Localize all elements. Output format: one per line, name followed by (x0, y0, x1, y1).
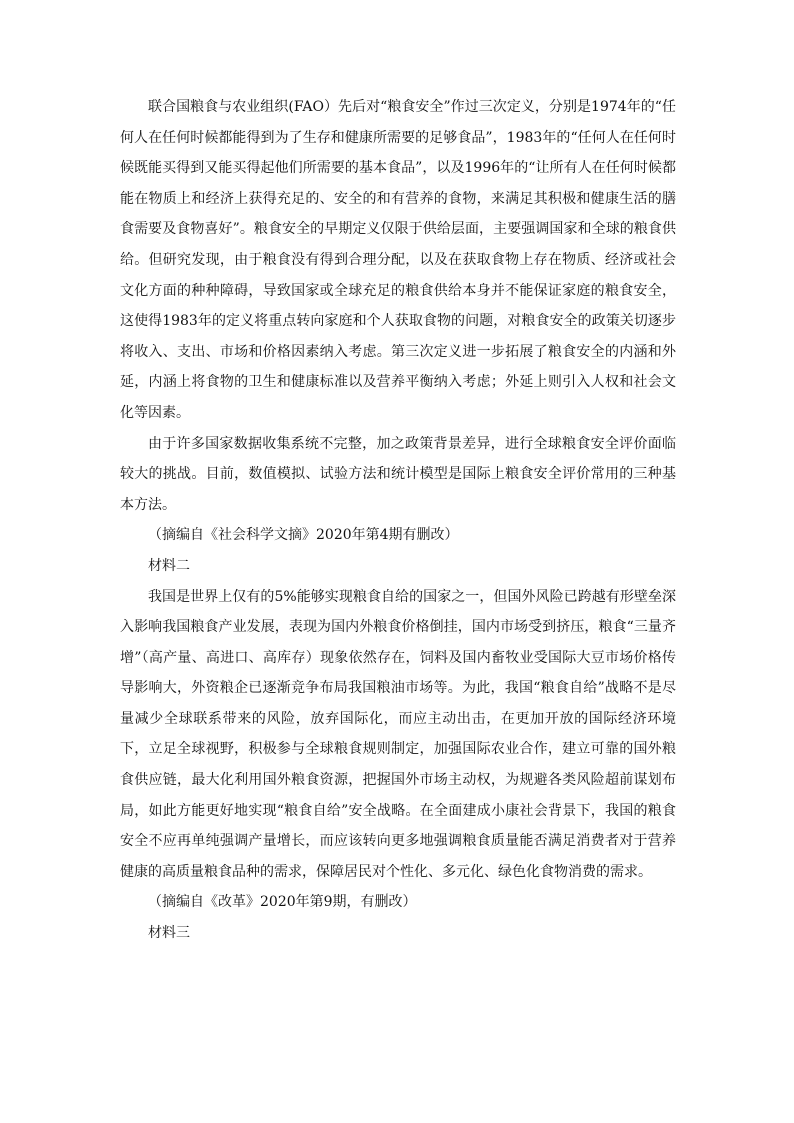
material1-paragraph-2: 由于许多国家数据收集系统不完整，加之政策背景差异，进行全球粮食安全评价面临较大的挑战。目前，数值模拟、试验方法和统计模型是国际上粮食安全评价常用的三种基本方法。 (120, 435, 676, 513)
material2-paragraph-1: 我国是世界上仅有的5%能够实现粮食自给的国家之一，但国外风险已跨越有形壁垒深入影响我国粮食产业发展，表现为国内外粮食价格倒挂，国内市场受到挤压，粮食“三量齐增”（高产量、高进口、高库存）现象依然存在，饲料及国内畜牧业受国际大豆市场价格传导影响大，外资粮企已逐渐竞争布局我国粮油市场等。为此，我国“粮食自给”战略不是尽量减少全球联系带来的风险，放弃国际化，而应主动出击，在更加开放的国际经济环境下，立足全球视野，积极参与全球粮食规则制定，加强国际农业合作，建立可靠的国外粮食供应链，最大化利用国外粮食资源，把握国外市场主动权，为规避各类风险超前谋划布局，如此方能更好地实现“粮食自给”安全战略。在全面建成小康社会背景下，我国的粮食安全不应再单纯强调产量增长，而应该转向更多地强调粮食质量能否满足消费者对于营养健康的高质量粮食品种的需求，保障居民对个性化、多元化、绿色化食物消费的需求。 (120, 588, 676, 880)
document-page (120, 92, 676, 949)
material2-source-note: （摘编自《改革》2020年第9期，有删改） (148, 894, 417, 911)
material1-source-note: （摘编自《社会科学文摘》2020年第4期有删改） (148, 527, 459, 544)
material3-heading: 材料三 (148, 925, 190, 942)
material1-paragraph-1: 联合国粮食与农业组织(FAO）先后对“粮食安全”作过三次定义，分别是1974年的“任何人在任何时候都能得到为了生存和健康所需要的足够食品”，1983年的“任何人在任何时候既能买得到又能买得起他们所需要的基本食品”，以及1996年的“让所有人在任何时候都能在物质上和经济上获得充足的、安全的和有营养的食物，来满足其积极和健康生活的膳食需要及食物喜好”。粮食安全的早期定义仅限于供给层面，主要强调国家和全球的粮食供给。但研究发现，由于粮食没有得到合理分配，以及在获取食物上存在物质、经济或社会文化方面的种种障碍，导致国家或全球充足的粮食供给本身并不能保证家庭的粮食安全，这使得1983年的定义将重点转向家庭和个人获取食物的问题，对粮食安全的政策关切逐步将收入、支出、市场和价格因素纳入考虑。第三次定义进一步拓展了粮食安全的内涵和外延，内涵上将食物的卫生和健康标准以及营养平衡纳入考虑；外延上则引入人权和社会文化等因素。 (120, 99, 676, 421)
material2-heading: 材料二 (148, 557, 190, 574)
